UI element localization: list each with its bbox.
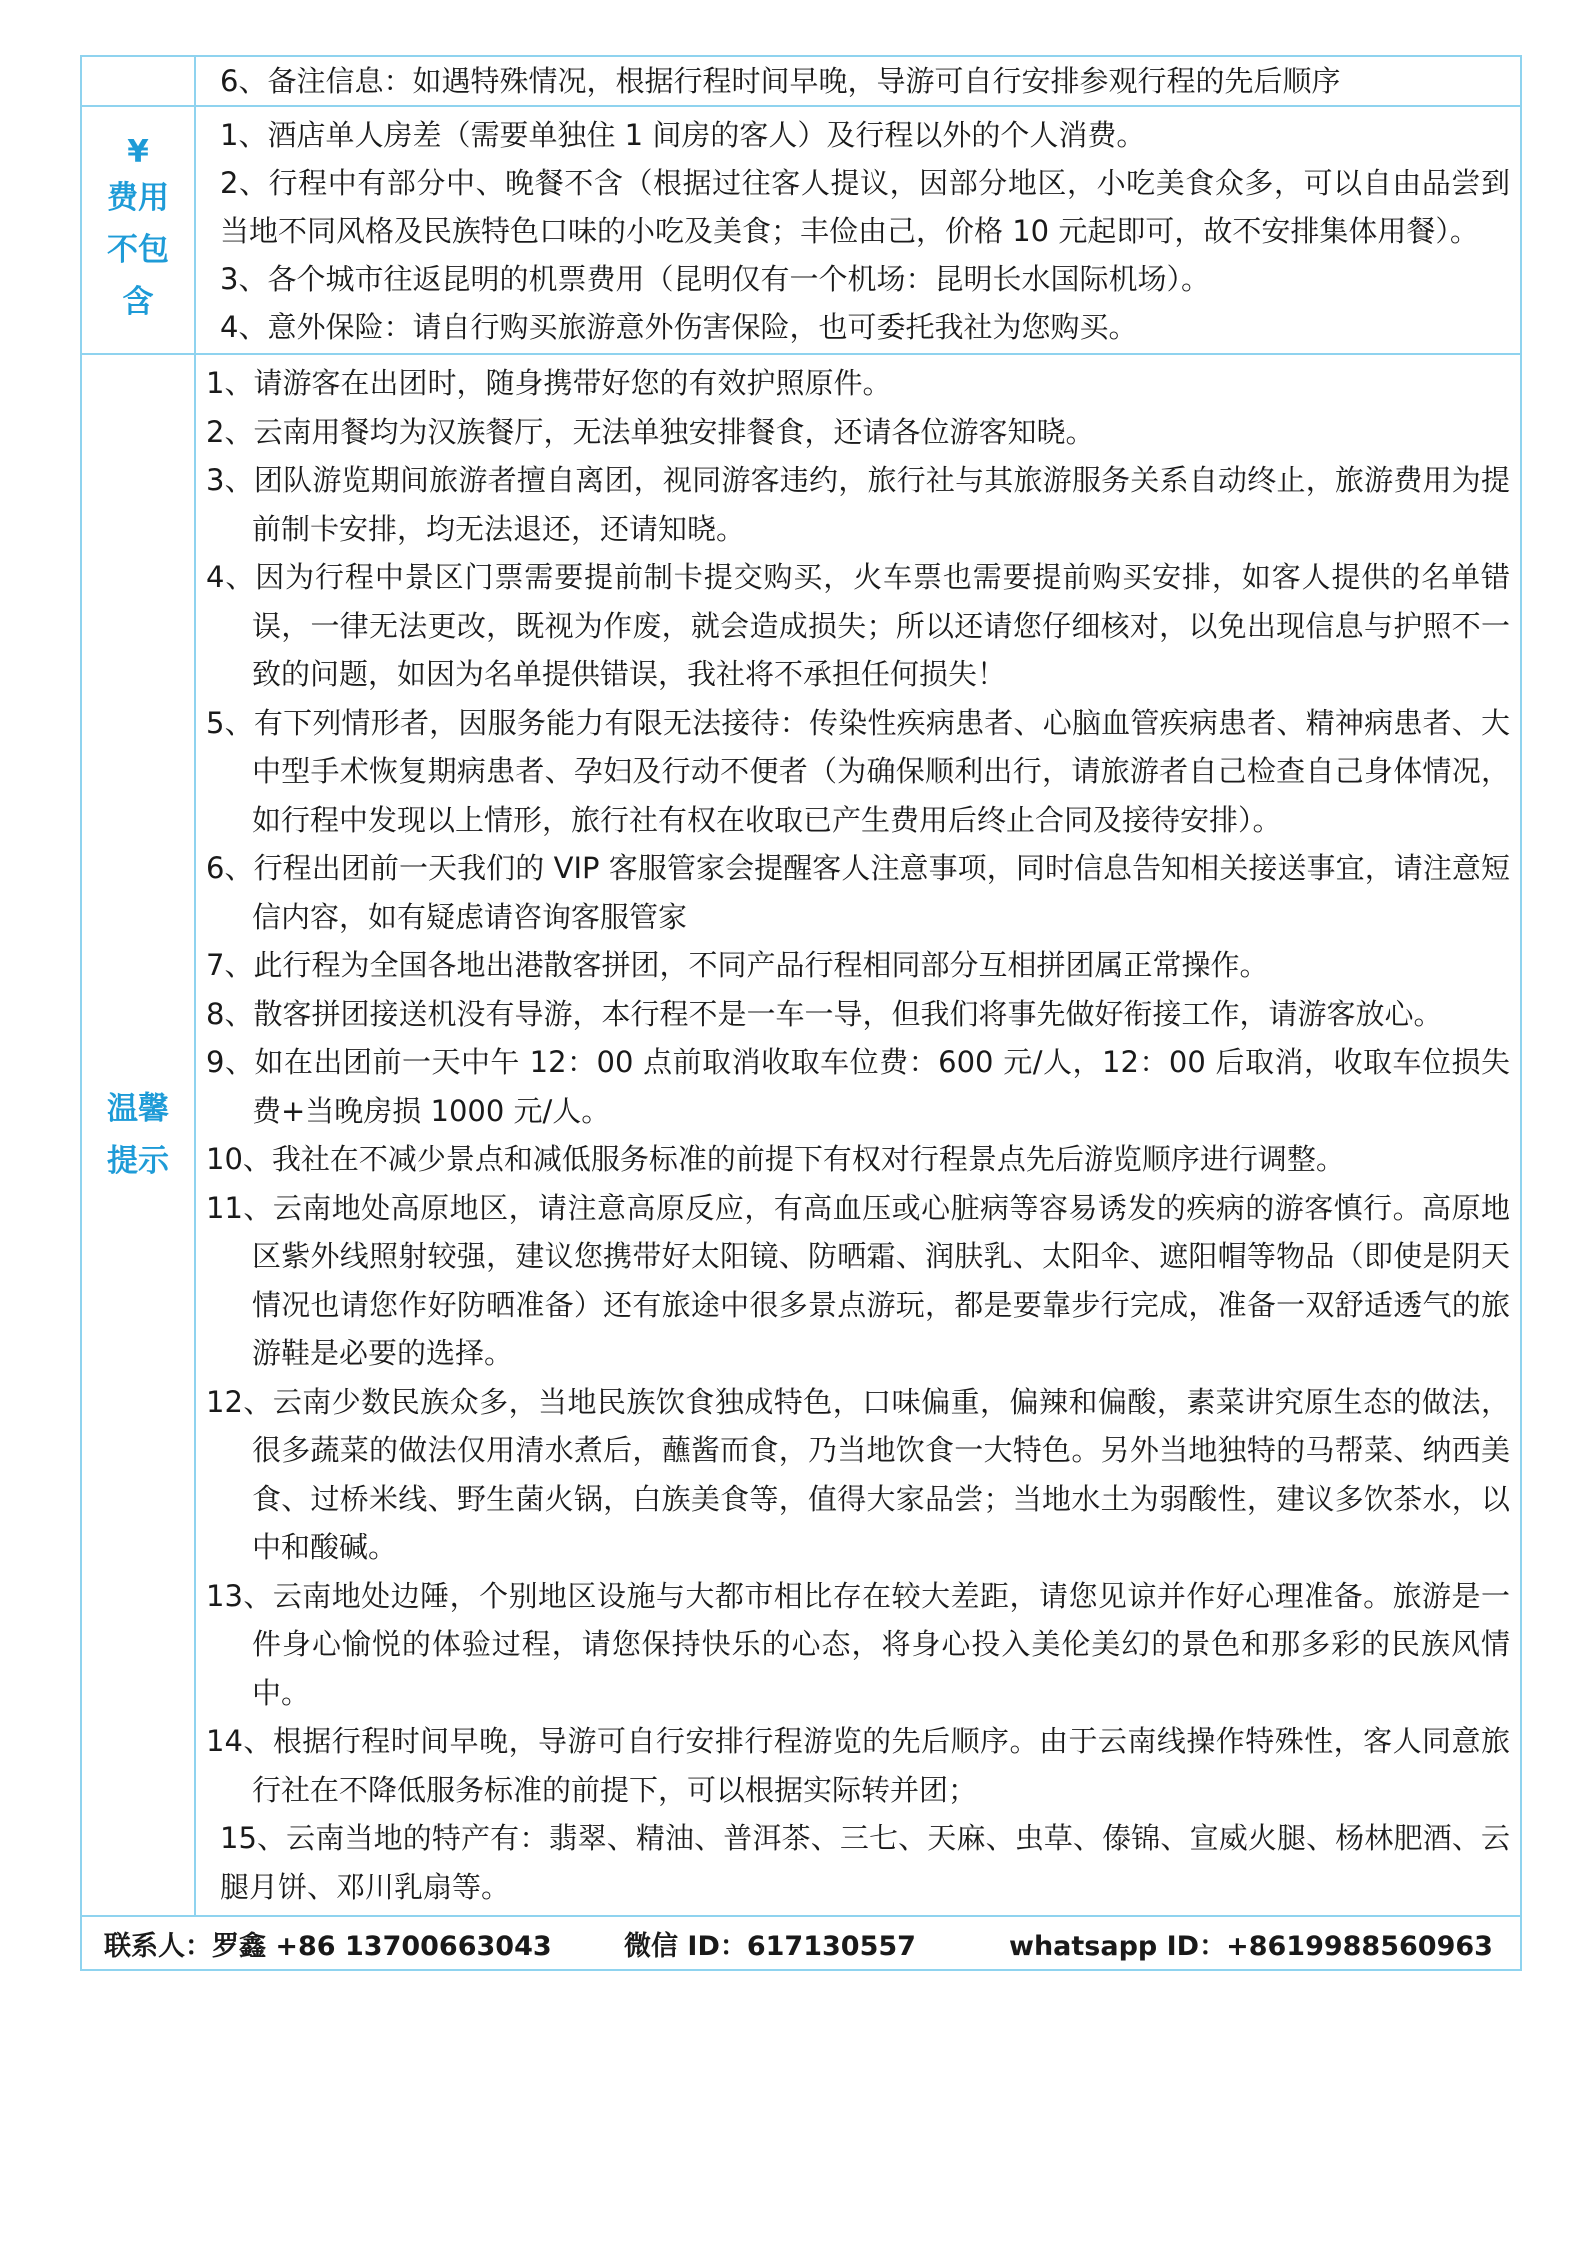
contact-footer: [81, 1916, 1521, 1970]
list-item: 14、根据行程时间早晚，导游可自行安排行程游览的先后顺序。由于云南线操作特殊性，客人同意旅行社在不降低服务标准的前提下，可以根据实际转并团；: [206, 1724, 1510, 1807]
list-item: 3、各个城市往返昆明的机票费用（昆明仅有一个机场：昆明长水国际机场）。: [220, 262, 1210, 296]
list-item: 2、云南用餐均为汉族餐厅，无法单独安排餐食，还请各位游客知晓。: [206, 414, 1095, 449]
empty-label-cell: [81, 56, 195, 106]
list-item: 1、请游客在出团时，随身携带好您的有效护照原件。: [206, 366, 892, 400]
wechat-id: 微信 ID：617130557: [624, 1930, 916, 1962]
list-item: 13、云南地处边陲，个别地区设施与大都市相比存在较大差距，请您见谅并作好心理准备。旅游是一件身心愉悦的体验过程，请您保持快乐的心态，将身心投入美伦美幻的景色和那多彩的民族风情中。: [206, 1578, 1510, 1710]
footer-row: [81, 1916, 1521, 1970]
note-row: [81, 56, 1521, 106]
excluded-costs-content: [195, 106, 1521, 354]
list-item: 5、有下列情形者，因服务能力有限无法接待：传染性疾病患者、心脑血管疾病患者、精神病患者、大中型手术恢复期病患者、孕妇及行动不便者（为确保顺利出行，请旅游者自己检查自己身体情况，如行程中发现以上情形，旅行社有权在收取已产生费用后终止合同及接待安排）。: [206, 705, 1510, 837]
excluded-label-line: 费用: [107, 180, 169, 216]
list-item: 9、如在出团前一天中午 12：00 点前取消收取车位费：600 元/人，12：00 后取消，收取车位损失费+当晚房损 1000 元/人。: [206, 1045, 1510, 1128]
yen-icon: ¥: [127, 134, 149, 170]
excluded-label-line: 不包: [107, 232, 169, 268]
list-item: 11、云南地处高原地区，请注意高原反应，有高血压或心脏病等容易诱发的疾病的游客慎行。高原地区紫外线照射较强，建议您携带好太阳镜、防晒霜、润肤乳、太阳伞、遮阳帽等物品（即使是阴天情况也请您作好防晒准备）还有旅途中很多景点游玩，都是要靠步行完成，准备一双舒适透气的旅游鞋是必要的选择。: [206, 1190, 1510, 1370]
tips-label-line: 提示: [107, 1143, 169, 1179]
list-item: 3、团队游览期间旅游者擅自离团，视同游客违约，旅行社与其旅游服务关系自动终止，旅游费用为提前制卡安排，均无法退还，还请知晓。: [206, 463, 1510, 546]
list-item: 7、此行程为全国各地出港散客拼团，不同产品行程相同部分互相拼团属正常操作。: [206, 948, 1269, 982]
tips-label: [81, 354, 195, 1916]
list-item: 6、行程出团前一天我们的 VIP 客服管家会提醒客人注意事项，同时信息告知相关接送事宜，请注意短信内容，如有疑虑请咨询客服管家: [206, 851, 1510, 934]
list-item: 10、我社在不减少景点和减低服务标准的前提下有权对行程景点先后游览顺序进行调整。: [206, 1142, 1345, 1176]
excluded-label-line: 含: [122, 284, 154, 320]
note-cell: [195, 56, 1521, 106]
list-item: 8、散客拼团接送机没有导游，本行程不是一车一导，但我们将事先做好衔接工作，请游客放心。: [206, 996, 1443, 1031]
tips-label-line: 温馨: [107, 1091, 169, 1127]
list-item: 12、云南少数民族众多，当地民族饮食独成特色，口味偏重，偏辣和偏酸，素菜讲究原生态的做法，很多蔬菜的做法仅用清水煮后，蘸酱而食，乃当地饮食一大特色。另外当地独特的马帮菜、纳西美食、过桥米线、野生菌火锅，白族美食等，值得大家品尝；当地水土为弱酸性，建议多饮茶水，以中和酸碱。: [206, 1384, 1510, 1564]
tips-row: [81, 354, 1521, 1916]
list-item: 4、因为行程中景区门票需要提前制卡提交购买，火车票也需要提前购买安排，如客人提供的名单错误，一律无法更改，既视为作废，就会造成损失；所以还请您仔细核对，以免出现信息与护照不一致的问题，如因为名单提供错误，我社将不承担任何损失！: [206, 560, 1510, 691]
list-item: 1、酒店单人房差（需要单独住 1 间房的客人）及行程以外的个人消费。: [220, 118, 1146, 152]
list-item: 2、行程中有部分中、晚餐不含（根据过往客人提议，因部分地区，小吃美食众多，可以自由品尝到当地不同风格及民族特色口味的小吃及美食；丰俭由己，价格 10 元起即可，故不安排集体用餐）。: [220, 166, 1510, 248]
list-item: 4、意外保险：请自行购买旅游意外伤害保险，也可委托我社为您购买。: [220, 310, 1138, 344]
excluded-costs-label: [81, 106, 195, 354]
tips-content: [195, 354, 1521, 1916]
remark-note: 6、备注信息：如遇特殊情况，根据行程时间早晚，导游可自行安排参观行程的先后顺序: [220, 64, 1341, 98]
whatsapp-id: whatsapp ID：+8619988560963: [1009, 1930, 1493, 1962]
itinerary-notes-table: [80, 55, 1522, 1971]
list-item: 15、云南当地的特产有：翡翠、精油、普洱茶、三七、天麻、虫草、傣锦、宣威火腿、杨林肥酒、云腿月饼、邓川乳扇等。: [220, 1821, 1510, 1904]
contact-person: 联系人：罗鑫 +86 13700663043: [104, 1930, 552, 1962]
excluded-costs-row: [81, 106, 1521, 354]
